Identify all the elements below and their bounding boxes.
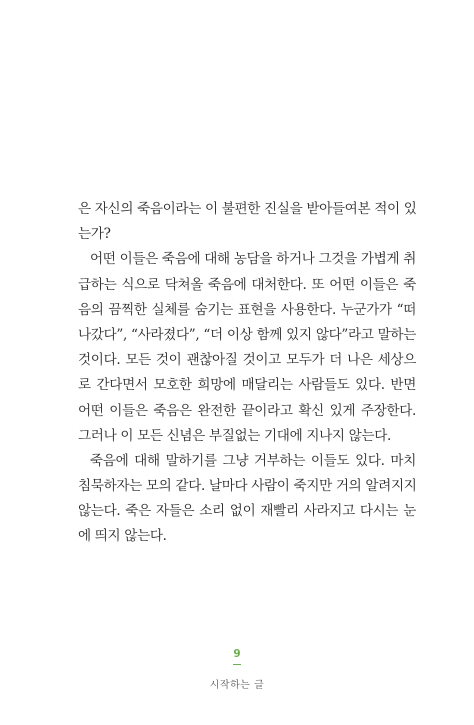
text-line: 것이다. 모든 것이 괜찮아질 것이고 모두가 더 나은 세상으 <box>78 352 416 369</box>
text-line: 죽음에 대해 말하기를 그냥 거부하는 이들도 있다. 마치 <box>90 452 416 469</box>
text-line: 은 자신의 죽음이라는 이 불편한 진실을 받아들여본 적이 있 <box>78 201 417 217</box>
page-number-rule <box>233 664 241 665</box>
page-number: 9 <box>233 648 241 660</box>
text-line: 않는다. 죽은 자들은 소리 없이 재빨리 사라지고 다시는 눈 <box>78 503 416 520</box>
text-line: 음의 끔찍한 실체를 숨기는 표현을 사용한다. 누군가가 “떠 <box>78 301 416 318</box>
text-line: 에 띄지 않는다. <box>78 528 167 545</box>
text-line: 는가? <box>78 226 111 243</box>
text-line: 침묵하자는 모의 같다. 날마다 사람이 죽지만 거의 알려지지 <box>78 478 417 495</box>
text-line: 그러나 이 모든 신념은 부질없는 기대에 지나지 않는다. <box>78 427 391 444</box>
running-footer-chapter-title: 시작하는 글 <box>209 680 265 691</box>
body-text <box>78 197 416 550</box>
text-line: 어떤 이들은 죽음은 완전한 끝이라고 확신 있게 주장한다. <box>78 402 416 419</box>
text-line: 로 간다면서 모호한 희망에 매달리는 사람들도 있다. 반면 <box>78 377 416 394</box>
text-line: 어떤 이들은 죽음에 대해 농담을 하거나 그것을 가볍게 취 <box>90 251 416 268</box>
text-line: 나갔다”, “사라졌다”, “더 이상 함께 있지 않다”라고 말하는 <box>78 326 416 343</box>
text-line: 급하는 식으로 닥쳐올 죽음에 대처한다. 또 어떤 이들은 죽 <box>78 276 416 293</box>
